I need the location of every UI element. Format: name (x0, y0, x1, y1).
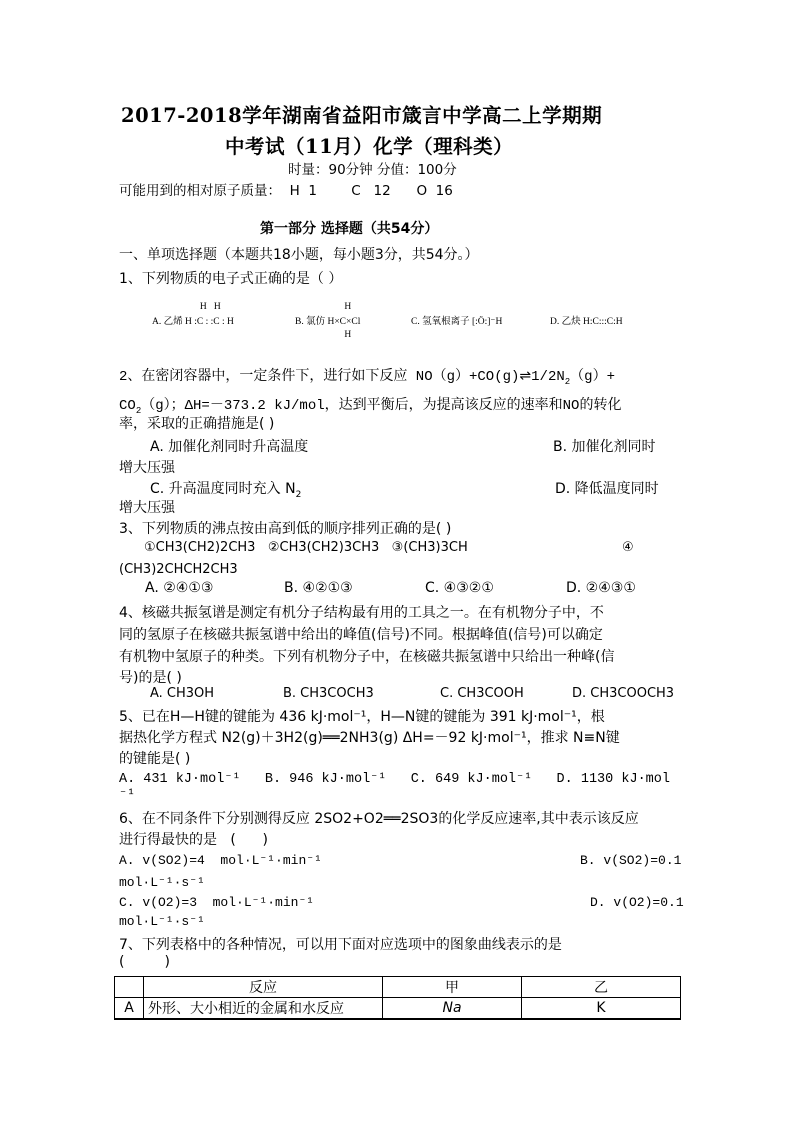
q6-line1: 6、在不同条件下分别测得反应 2SO2+O2══2SO3的化学反应速率,其中表示该反应 (119, 811, 639, 827)
q1-option-a: A. 乙烯 H :C : :C : H H H (152, 302, 234, 327)
section-intro: 一、单项选择题（本题共18小题，每小题3分，共54分。） (119, 247, 479, 263)
q2-option-d: D. 降低温度同时 (555, 481, 659, 497)
q7-line1: 7、下列表格中的各种情况，可以用下面对应选项中的图象曲线表示的是 (119, 937, 562, 953)
q4-line1: 4、核磁共振氢谱是测定有机分子结构最有用的工具之一。在有机物分子中，不 (119, 605, 604, 621)
q6-option-b: B. v(SO2)=0.1 (580, 853, 682, 868)
table-row (115, 998, 681, 1020)
section-title: 第一部分 选择题（共54分） (260, 221, 439, 237)
q1-option-b: B. 氯仿 H×C×Cl H H (295, 302, 361, 340)
q3-option-a: A. ②④①③ (145, 580, 214, 596)
q6-option-a: A. v(SO2)=4 mol·L⁻¹·min⁻¹ (119, 853, 322, 868)
q3-stem: 3、下列物质的沸点按由高到低的顺序排列正确的是( ) (119, 521, 452, 537)
q1-option-d-label: D. 乙炔 H (550, 317, 590, 327)
q2-line1-c: （g）+ (570, 369, 615, 385)
q2-line2-a: CO (119, 398, 136, 414)
q3-item4: (CH3)2CHCH2CH3 (119, 562, 238, 577)
table-cell: Na (383, 998, 522, 1020)
q2-option-b: B. 加催化剂同时 (553, 439, 656, 455)
q1-stem: 1、下列物质的电子式正确的是（ ） (119, 271, 343, 287)
q6-line2: 进行得最快的是 ( ) (119, 832, 268, 848)
q6-option-c: C. v(O2)=3 mol·L⁻¹·min⁻¹ (119, 895, 315, 910)
q4-line4: 号)的是( ) (119, 670, 182, 686)
table-cell: A (115, 998, 144, 1020)
table-cell: 外形、大小相近的金属和水反应 (144, 998, 383, 1020)
q4-line2: 同的氢原子在核磁共振氢谱中给出的峰值(信号)不同。根据峰值(信号)可以确定 (119, 627, 603, 643)
q2-option-a: A. 加催化剂同时升高温度 (150, 439, 309, 455)
q2-option-c: C. 升高温度同时充入 $N_2$ (150, 481, 302, 500)
q2-line1: 2、在密闭容器中，一定条件下，进行如下反应 $NO(g)+CO(g)\rightleftharpoons 1/2N_2(g)+$ (119, 368, 615, 387)
q4-option-c: C. CH3COOH (440, 686, 524, 701)
q1-option-c-label: C. 氢氧根离子 (411, 317, 470, 327)
q3-item4-marker: ④ (622, 540, 634, 555)
q1-option-c: C. 氢氧根离子 [:Ö:]⁻H (411, 317, 503, 327)
table-header-row (115, 977, 681, 998)
atomic-masses: 可能用到的相对原子质量： H 1 C 12 O 16 (119, 183, 453, 199)
q4-option-b: B. CH3COCH3 (283, 686, 374, 701)
q1-option-a-label: A. 乙烯 H (152, 317, 192, 327)
equilibrium-arrow-icon: ⇌ (519, 368, 532, 384)
q4-option-a: A. CH3OH (150, 686, 215, 701)
q6-option-d-wrap: mol·L⁻¹·s⁻¹ (119, 914, 205, 929)
q4-line3: 有机物中氢原子的种类。下列有机物分子中，在核磁共振氢谱中只给出一种峰(信 (119, 649, 615, 665)
table-header-cell (115, 977, 144, 998)
q2-option-d-wrap: 增大压强 (119, 500, 175, 516)
q2-line2: $CO_2(g)$；ΔH=－373.2 kJ/mol，达到平衡后，为提高该反应的速率和NO的转化 (119, 398, 622, 416)
q3-option-b: B. ④②①③ (284, 580, 353, 596)
q1-option-b-label: B. 氯仿 H (295, 317, 335, 327)
q6-option-b-wrap: mol·L⁻¹·s⁻¹ (119, 875, 205, 890)
q3-option-c: C. ④③②① (425, 580, 494, 596)
doc-title-line1: 2017-2018学年湖南省益阳市箴言中学高二上学期期 (121, 104, 603, 127)
q5-options-wrap: ⁻¹ (119, 788, 136, 803)
q2-line1-b: 1/2N (531, 369, 565, 385)
q5-line1: 5、已在H—H键的键能为 436 kJ·mol⁻¹，H—N键的键能为 391 kJ·mol⁻¹，根 (119, 709, 605, 725)
q2-option-b-wrap: 增大压强 (119, 460, 175, 476)
q5-options: A. 431 kJ·mol⁻¹ B. 946 kJ·mol⁻¹ C. 649 kJ·mol⁻¹ D. 1130 kJ·mol (119, 772, 670, 787)
table-header-cell: 反应 (144, 977, 383, 998)
q7-line2: ( ) (119, 954, 170, 970)
q2-line3: 率，采取的正确措施是( ) (119, 416, 275, 432)
q4-option-d: D. CH3COOCH3 (572, 686, 675, 701)
exam-meta: 时量：90分钟 分值：100分 (288, 162, 457, 178)
table-header-cell: 乙 (522, 977, 681, 998)
table-cell: K (522, 998, 681, 1020)
q5-line3: 的键能是( ) (119, 751, 191, 767)
q3-option-d: D. ②④③① (566, 580, 636, 596)
q2-line1-a: 2、在密闭容器中，一定条件下，进行如下反应 NO（g）+CO(g) (119, 369, 520, 385)
q7-table (114, 976, 681, 1020)
q5-line2: 据热化学方程式 N2(g)＋3H2(g)══2NH3(g) ΔH=－92 kJ·mol⁻¹，推求 N≡N键 (119, 730, 620, 746)
q6-option-d: D. v(O2)=0.1 (590, 895, 684, 910)
q1-option-d: D. 乙炔 H:C:::C:H (550, 317, 623, 327)
q2-option-c-text: C. 升高温度同时充入 N (150, 481, 296, 497)
q2-line2-b: （g）；ΔH=－373.2 kJ/mol，达到平衡后，为提高该反应的速率和NO的转化 (141, 398, 622, 414)
q3-items: ①CH3(CH2)2CH3 ②CH3(CH2)3CH3 ③(CH3)3CH (144, 540, 468, 555)
doc-title-line2: 中考试（11月）化学（理科类） (225, 135, 514, 158)
table-header-cell: 甲 (383, 977, 522, 998)
